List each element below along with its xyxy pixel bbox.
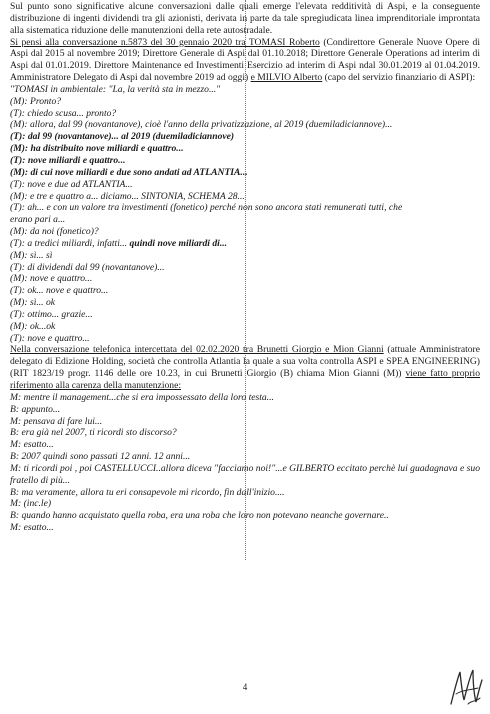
dialogue-line: (M): Pronto?: [10, 95, 62, 107]
dialogue-line: (T): dal 99 (novantanove)... al 2019 (duemiladiciannove): [10, 131, 235, 143]
ambient-line: "TOMASI in ambientale: "La, la verità sta in mezzo...": [10, 83, 221, 95]
dialogue-line: (M): da noi (fonetico)?: [10, 226, 99, 238]
dialogue-line: M: esatto...: [10, 439, 54, 451]
dialogue-line: (M): sì... ok: [10, 297, 56, 309]
dialogue-line: B: 2007 quindi sono passati 12 anni. 12 anni...: [10, 451, 191, 463]
dialogue-line: M: ti ricordi poi , poi CASTELLUCCI..allora diceva "facciamo noi!"...e GILBERTO eccitato perchè lui guadagnava e suo fratello di più...: [10, 462, 480, 486]
intro-paragraph: Sul punto sono significative alcune conversazioni dalle quali emerge l'elevata redditività di Aspi, e la conseguente distribuzione di ingenti dividendi tra gli azionisti, derivata in parte da tale spregiudicata linea imprenditoriale improntata alla sistematica riduzione delle manutenzioni della rete autostradale.: [10, 1, 480, 36]
dialogue-line: (M): nove e quattro...: [10, 273, 93, 285]
dialogue-line: (M): di cui nove miliardi e due sono andati ad ATLANTIA...: [10, 166, 248, 178]
handwritten-signature: [448, 664, 484, 708]
dialogue-line: (T): nove e due ad ATLANTIA...: [10, 178, 133, 190]
dialogue-line: (T): nove miliardi e quattro...: [10, 154, 126, 166]
dialogue-line: (T): di dividendi dal 99 (novantanove)...: [10, 261, 165, 273]
dialogue-line: (M): ha distribuito nove miliardi e quattro...: [10, 143, 184, 155]
dialogue-line: (M): sì... sì: [10, 249, 53, 261]
dialogue-line: (T): ah... e con un valore tra investimenti (fonetico) perché non sono ancora stati remunerati tutti, che: [10, 202, 403, 214]
conversation-2-ref: Nella conversazione telefonica intercettata del 02.02.2020 tra Brunetti Giorgio e Mion Gianni: [10, 344, 384, 356]
document-body: [10, 1, 480, 534]
dialogue-line: (T): a tredici miliardi, infatti... quindi nove miliardi di...: [10, 237, 228, 249]
dialogue-line: M: mentre il management...che si era impossessato della loro testa...: [10, 391, 274, 403]
dialogue-line: B: appunto...: [10, 403, 61, 415]
dialogue-line: (T): nove e quattro...: [10, 332, 90, 344]
dialogue-line: M: esatto...: [10, 522, 54, 534]
dialogue-line: (T): ok... nove e quattro...: [10, 285, 109, 297]
dialogue-line: erano pari a...: [10, 214, 66, 226]
dialogue-line: B: ma veramente, allora tu eri consapevole mi ricordo, fin dall'inizio....: [10, 486, 285, 498]
dialogue-line: (T): chiedo scusa... pronto?: [10, 107, 117, 119]
dialogue-line: B: quando hanno acquistato quella roba, era una roba che loro non potevano neanche governare..: [10, 510, 389, 522]
dialogue-line: (M): ok...ok: [10, 320, 56, 332]
conversation-1-intro: Si pensi alla conversazione n.5873 del 30 gennaio 2020 tra TOMASI Roberto (Condirettore Generale Nuove Opere di Aspi dal 2015 al novembre 2019; Direttore Generale di Aspi dal 01.10.2018; Direttore Generale Operations ad interim di Aspi dal 01.01.2019. Direttore Maintenance ed Investimenti Esercizio ad interim di Aspi ndal 30.01.2019 al 01.04.2019. Amministratore Delegato di Aspi dal novembre 2019 ad oggi) e MILVIO Alberto (capo del servizio finanziario di ASPI):: [10, 36, 480, 84]
dialogue-line: B: era già nel 2007, ti ricordi sto discorso?: [10, 427, 177, 439]
dialogue-line: (M): allora, dal 99 (novantanove), cioè l'anno della privatizzazione, al 2019 (duemiladiciannove)...: [10, 119, 393, 131]
dialogue-line: (T): ottimo... grazie...: [10, 308, 93, 320]
dialogue-line: M: (inc.le): [10, 498, 52, 510]
page-number: 4: [242, 682, 248, 692]
dialogue-line: M: pensava di fare lui...: [10, 415, 103, 427]
dialogue-line: (M): e tre e quattro a... diciamo... SINTONIA, SCHEMA 28...: [10, 190, 245, 202]
conversation-1-ref: Si pensi alla conversazione n.5873 del 30 gennaio 2020 tra TOMASI Roberto: [10, 36, 320, 48]
conversation-2-intro: Nella conversazione telefonica intercettata del 02.02.2020 tra Brunetti Giorgio e Mion Gianni (attuale Amministratore delegato di Edizione Holding, società che controlla Atlantia la quale a sua volta controlla ASPI e SPEA ENGINEERING) (RIT 1823/19 progr. 1146 delle ore 10.23, in cui Brunetti Giorgio (B) chiama Mion Gianni (M)) viene fatto proprio riferimento alla carenza della manutenzione:: [10, 344, 480, 391]
